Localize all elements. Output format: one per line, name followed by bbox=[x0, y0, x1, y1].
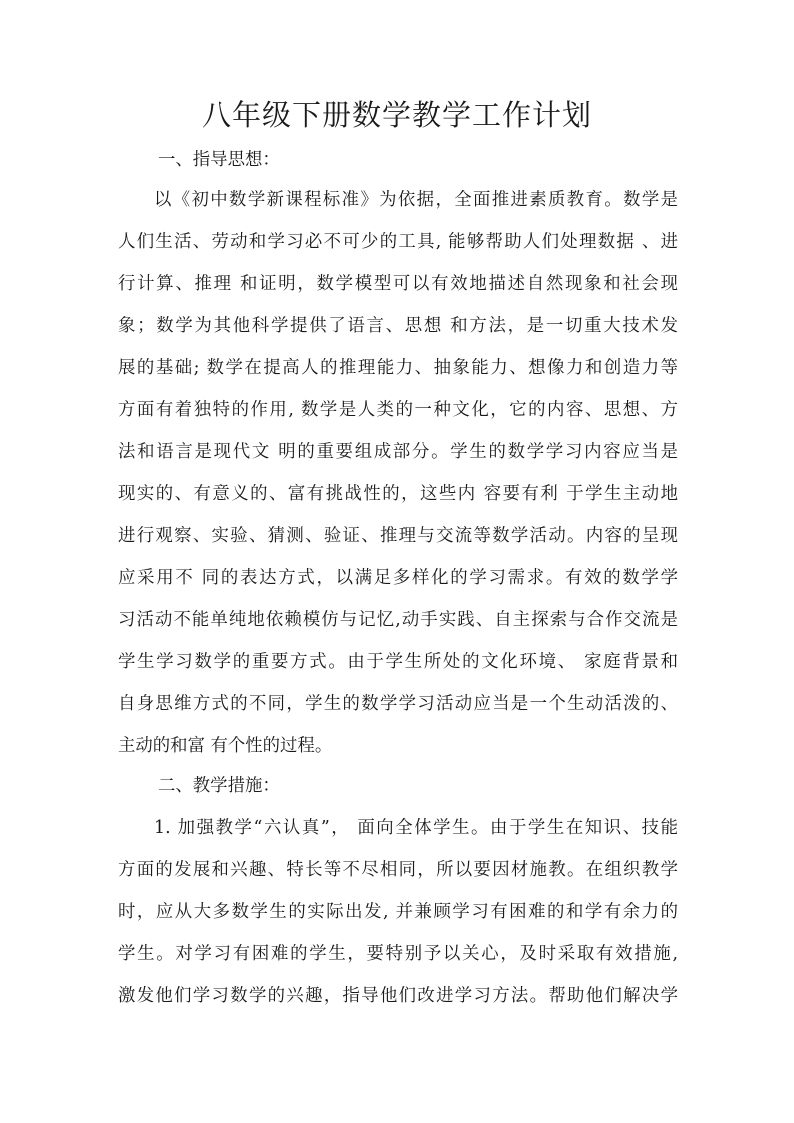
paragraph-line: 展的基础; 数学在提高人的推理能力、抽象能力、想像力和创造力等 bbox=[118, 358, 678, 378]
paragraph-line: 象；数学为其他科学提供了语言、思想 和方法，是一切重大技术发 bbox=[118, 316, 678, 336]
section-heading-teaching-measures: 二、教学措施： bbox=[158, 776, 280, 796]
paragraph-line: 自身思维方式的不同，学生的数学学习活动应当是一个生动活泼的、 bbox=[118, 694, 678, 714]
paragraph-line: 方面有着独特的作用, 数学是人类的一种文化，它的内容、思想、方 bbox=[118, 400, 678, 420]
paragraph-line: 法和语言是现代文 明的重要组成部分。学生的数学学习内容应当是 bbox=[118, 442, 678, 462]
paragraph-line: 学生。对学习有困难的学生，要特别予以关心，及时采取有效措施, bbox=[118, 944, 678, 964]
paragraph-line: 方面的发展和兴趣、特长等不尽相同，所以要因材施教。在组织教学 bbox=[118, 860, 678, 880]
paragraph-line: 进行观察、实验、猜测、验证、推理与交流等数学活动。内容的呈现 bbox=[118, 526, 678, 546]
paragraph-line: 行计算、推理 和证明，数学模型可以有效地描述自然现象和社会现 bbox=[118, 274, 678, 294]
page-title: 八年级下册数学教学工作计划 bbox=[201, 98, 592, 132]
paragraph-line: 人们生活、劳动和学习必不可少的工具, 能够帮助人们处理数据 、进 bbox=[118, 232, 678, 252]
paragraph-line: 现实的、有意义的、富有挑战性的，这些内 容要有利 于学生主动地 bbox=[118, 484, 678, 504]
paragraph-line: 习活动不能单纯地依赖模仿与记忆,动手实践、自主探索与合作交流是 bbox=[118, 610, 678, 630]
paragraph-line: 以《初中数学新课程标准》为依据，全面推进素质教育。数学是 bbox=[154, 190, 678, 210]
paragraph-line: 激发他们学习数学的兴趣，指导他们改进学习方法。帮助他们解决学 bbox=[118, 986, 678, 1006]
paragraph-line: 学生学习数学的重要方式。由于学生所处的文化环境、 家庭背景和 bbox=[118, 652, 678, 672]
paragraph-line: 1. 加强教学“六认真”， 面向全体学生。由于学生在知识、技能 bbox=[154, 818, 678, 838]
section-heading-guiding-ideology: 一、指导思想： bbox=[158, 150, 280, 170]
paragraph-line: 时，应从大多数学生的实际出发, 并兼顾学习有困难的和学有余力的 bbox=[118, 902, 678, 922]
paragraph-line: 主动的和富 有个性的过程。 bbox=[118, 736, 333, 756]
paragraph-line: 应采用不 同的表达方式，以满足多样化的学习需求。有效的数学学 bbox=[118, 568, 678, 588]
